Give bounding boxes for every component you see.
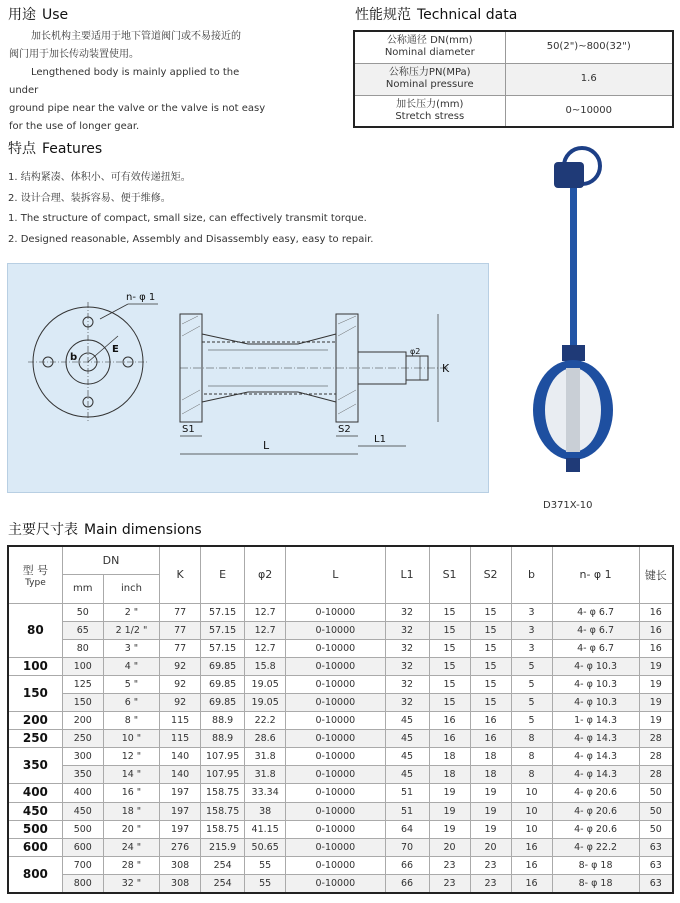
table-row [8, 856, 673, 874]
cell-dn-inch: 14 " [103, 766, 159, 784]
cell-dn-inch: 12 " [103, 748, 159, 766]
cell-b: 8 [511, 766, 552, 784]
features-title-en: Features [42, 141, 103, 157]
feature-item: 2. 设计合理、装拆容易、便于维修。 [8, 192, 171, 204]
cell-key-length: 63 [639, 874, 673, 893]
tech-label [354, 63, 505, 95]
technical-title-cn: 性能规范 [355, 7, 411, 23]
section-view [180, 314, 448, 422]
cell-b: 5 [511, 693, 552, 711]
cell-k: 115 [160, 730, 201, 748]
cell-dn-inch: 16 " [103, 784, 159, 802]
cell-type: 800 [8, 856, 62, 893]
cell-dn-inch: 6 " [103, 693, 159, 711]
cell-phi2: 31.8 [245, 748, 286, 766]
cell-k: 308 [160, 874, 201, 893]
cell-l: 0-10000 [286, 748, 385, 766]
cell-n-phi: 4- φ 22.2 [552, 838, 639, 856]
cell-e: 215.9 [201, 838, 245, 856]
cell-dn-inch: 24 " [103, 838, 159, 856]
cell-phi2: 22.2 [245, 712, 286, 730]
header-type-cn: 型 号 [22, 563, 49, 577]
table-row [8, 693, 673, 711]
cell-b: 3 [511, 621, 552, 639]
cell-k: 115 [160, 712, 201, 730]
table-row [8, 639, 673, 657]
cell-s2: 15 [470, 657, 511, 675]
dimensions-title [8, 519, 202, 539]
cell-l: 0-10000 [286, 856, 385, 874]
cell-s2: 16 [470, 712, 511, 730]
label-b: b [70, 352, 78, 363]
table-row [8, 784, 673, 802]
cell-s2: 15 [470, 675, 511, 693]
header-type-en: Type [25, 577, 46, 588]
cell-l1: 66 [385, 874, 429, 893]
cell-e: 69.85 [201, 675, 245, 693]
cell-key-length: 19 [639, 657, 673, 675]
cell-e: 88.9 [201, 730, 245, 748]
cell-dn-inch: 28 " [103, 856, 159, 874]
header-l1: L1 [385, 546, 429, 603]
cell-b: 8 [511, 730, 552, 748]
cell-l: 0-10000 [286, 603, 385, 621]
cell-k: 92 [160, 675, 201, 693]
technical-title-en: Technical data [417, 7, 518, 23]
cell-b: 8 [511, 748, 552, 766]
cell-b: 5 [511, 675, 552, 693]
cell-s2: 15 [470, 621, 511, 639]
cell-dn-mm: 700 [62, 856, 103, 874]
cell-e: 88.9 [201, 712, 245, 730]
tech-row-stretch [354, 95, 673, 127]
table-row [8, 820, 673, 838]
cell-e: 158.75 [201, 784, 245, 802]
cell-phi2: 50.65 [245, 838, 286, 856]
cell-type: 350 [8, 748, 62, 784]
cell-k: 77 [160, 621, 201, 639]
cell-l: 0-10000 [286, 766, 385, 784]
cell-phi2: 33.34 [245, 784, 286, 802]
header-l: L [286, 546, 385, 603]
cell-dn-inch: 4 " [103, 657, 159, 675]
cell-l1: 32 [385, 693, 429, 711]
cell-phi2: 15.8 [245, 657, 286, 675]
cell-phi2: 55 [245, 856, 286, 874]
cell-l: 0-10000 [286, 639, 385, 657]
cell-type: 250 [8, 730, 62, 748]
cell-e: 57.15 [201, 621, 245, 639]
table-row [8, 657, 673, 675]
cell-dn-inch: 10 " [103, 730, 159, 748]
cell-n-phi: 4- φ 20.6 [552, 784, 639, 802]
cell-l: 0-10000 [286, 820, 385, 838]
table-row [8, 838, 673, 856]
cell-n-phi: 4- φ 14.3 [552, 730, 639, 748]
label-phi2: φ2 [410, 347, 421, 356]
features-list [8, 168, 374, 250]
cell-n-phi: 4- φ 10.3 [552, 675, 639, 693]
cell-l: 0-10000 [286, 675, 385, 693]
cell-k: 197 [160, 802, 201, 820]
tech-value: 1.6 [505, 63, 673, 95]
cell-b: 5 [511, 712, 552, 730]
cell-k: 197 [160, 820, 201, 838]
feature-item: 2. Designed reasonable, Assembly and Disassembly easy, easy to repair. [8, 233, 374, 245]
tech-label [354, 31, 505, 63]
cell-n-phi: 4- φ 14.3 [552, 766, 639, 784]
cell-type: 100 [8, 657, 62, 675]
cell-k: 77 [160, 639, 201, 657]
table-row [8, 712, 673, 730]
cell-b: 16 [511, 874, 552, 893]
cell-dn-mm: 80 [62, 639, 103, 657]
cell-b: 5 [511, 657, 552, 675]
cell-e: 158.75 [201, 820, 245, 838]
cell-l: 0-10000 [286, 621, 385, 639]
cell-e: 254 [201, 856, 245, 874]
cell-s1: 23 [429, 874, 470, 893]
cell-phi2: 12.7 [245, 621, 286, 639]
cell-dn-mm: 800 [62, 874, 103, 893]
use-en-line: Lengthened body is mainly applied to the under [9, 67, 240, 96]
cell-l1: 45 [385, 748, 429, 766]
tech-value: 50(2")~800(32") [505, 31, 673, 63]
feature-item: 1. 结构紧凑、体积小、可有效传递扭矩。 [8, 172, 191, 183]
cell-n-phi: 1- φ 14.3 [552, 712, 639, 730]
cell-b: 10 [511, 784, 552, 802]
cell-l1: 32 [385, 621, 429, 639]
cell-k: 92 [160, 693, 201, 711]
cell-dn-mm: 50 [62, 603, 103, 621]
use-en-line: ground pipe near the valve or the valve is not easy [9, 103, 266, 114]
product-caption: D371X-10 [543, 500, 593, 511]
cell-b: 3 [511, 603, 552, 621]
cell-b: 3 [511, 639, 552, 657]
cell-e: 107.95 [201, 766, 245, 784]
cell-l: 0-10000 [286, 730, 385, 748]
cell-b: 16 [511, 856, 552, 874]
table-row [8, 874, 673, 893]
cell-phi2: 55 [245, 874, 286, 893]
cell-k: 140 [160, 748, 201, 766]
cell-l1: 32 [385, 603, 429, 621]
cell-l1: 64 [385, 820, 429, 838]
tech-row-pressure [354, 63, 673, 95]
cell-key-length: 19 [639, 693, 673, 711]
cell-k: 92 [160, 657, 201, 675]
cell-dn-inch: 3 " [103, 639, 159, 657]
cell-dn-mm: 450 [62, 802, 103, 820]
cell-s2: 18 [470, 748, 511, 766]
cell-phi2: 12.7 [245, 639, 286, 657]
cell-key-length: 50 [639, 802, 673, 820]
tech-label-en: Stretch stress [395, 110, 465, 122]
features-title [8, 138, 102, 158]
cell-l1: 32 [385, 675, 429, 693]
header-s1: S1 [429, 546, 470, 603]
cell-dn-inch: 2 1/2 " [103, 621, 159, 639]
cell-e: 69.85 [201, 657, 245, 675]
cell-s1: 19 [429, 820, 470, 838]
header-e: E [201, 546, 245, 603]
label-l: L [263, 439, 270, 452]
cell-key-length: 50 [639, 820, 673, 838]
cell-dn-inch: 8 " [103, 712, 159, 730]
cell-key-length: 63 [639, 838, 673, 856]
cell-l1: 70 [385, 838, 429, 856]
use-cn-line: 加长机构主要适用于地下管道阀门或不易接近的 [31, 31, 241, 42]
cell-s2: 23 [470, 856, 511, 874]
flange-front-view [28, 302, 158, 422]
cell-l: 0-10000 [286, 693, 385, 711]
cell-dn-inch: 2 " [103, 603, 159, 621]
use-title-en: Use [42, 7, 69, 23]
cell-key-length: 19 [639, 675, 673, 693]
cell-phi2: 19.05 [245, 693, 286, 711]
dimensions-title-cn: 主要尺寸表 [8, 522, 78, 538]
cell-s1: 20 [429, 838, 470, 856]
cell-n-phi: 4- φ 14.3 [552, 748, 639, 766]
cell-s2: 15 [470, 639, 511, 657]
cell-dn-mm: 600 [62, 838, 103, 856]
technical-table [353, 30, 674, 128]
cell-s2: 19 [470, 820, 511, 838]
header-phi2: φ2 [245, 546, 286, 603]
cell-type: 200 [8, 712, 62, 730]
cell-s2: 19 [470, 784, 511, 802]
table-row [8, 675, 673, 693]
tech-label-en: Nominal pressure [385, 79, 474, 90]
cell-s1: 15 [429, 657, 470, 675]
cell-s2: 20 [470, 838, 511, 856]
tech-value: 0~10000 [505, 95, 673, 127]
cell-s2: 16 [470, 730, 511, 748]
cell-s1: 18 [429, 766, 470, 784]
cell-s1: 15 [429, 639, 470, 657]
tech-label-cn: 公称通径 DN(mm) [386, 35, 473, 47]
cell-key-length: 16 [639, 639, 673, 657]
tech-label-cn: 加长压力(mm) [396, 98, 464, 110]
table-row [8, 621, 673, 639]
tech-label-cn: 公称压力PN(MPa) [388, 67, 471, 78]
cell-phi2: 41.15 [245, 820, 286, 838]
cell-dn-inch: 20 " [103, 820, 159, 838]
header-mm: mm [62, 574, 103, 603]
use-description [9, 28, 271, 136]
cell-dn-mm: 300 [62, 748, 103, 766]
label-e: E [112, 344, 119, 355]
cell-s1: 23 [429, 856, 470, 874]
use-cn-line: 阀门用于加长传动装置使用。 [9, 49, 139, 60]
cell-n-phi: 4- φ 10.3 [552, 657, 639, 675]
table-row [8, 748, 673, 766]
header-n-phi: n- φ 1 [552, 546, 639, 603]
cell-k: 276 [160, 838, 201, 856]
table-row [8, 730, 673, 748]
label-s1: S1 [182, 424, 195, 435]
cell-dn-inch: 18 " [103, 802, 159, 820]
use-title [8, 4, 68, 24]
header-dn: DN [62, 546, 159, 574]
cell-type: 80 [8, 603, 62, 657]
cell-key-length: 19 [639, 712, 673, 730]
label-l1: L1 [374, 434, 386, 445]
cell-n-phi: 4- φ 20.6 [552, 802, 639, 820]
cell-l: 0-10000 [286, 784, 385, 802]
header-b: b [511, 546, 552, 603]
cell-n-phi: 4- φ 6.7 [552, 603, 639, 621]
drawing-svg [8, 264, 490, 494]
header-s2: S2 [470, 546, 511, 603]
cell-l: 0-10000 [286, 712, 385, 730]
cell-dn-mm: 500 [62, 820, 103, 838]
cell-key-length: 50 [639, 784, 673, 802]
table-row [8, 603, 673, 621]
cell-dn-mm: 125 [62, 675, 103, 693]
cell-n-phi: 4- φ 6.7 [552, 621, 639, 639]
cell-phi2: 12.7 [245, 603, 286, 621]
cell-s2: 18 [470, 766, 511, 784]
cell-type: 450 [8, 802, 62, 820]
label-s2: S2 [338, 424, 351, 435]
cell-s1: 19 [429, 784, 470, 802]
cell-phi2: 31.8 [245, 766, 286, 784]
cell-n-phi: 4- φ 10.3 [552, 693, 639, 711]
technical-title [355, 4, 517, 24]
dimensions-table [7, 545, 674, 894]
cell-l1: 45 [385, 730, 429, 748]
cell-l1: 66 [385, 856, 429, 874]
header-type [8, 546, 62, 603]
cell-key-length: 28 [639, 730, 673, 748]
cell-key-length: 16 [639, 621, 673, 639]
cell-phi2: 28.6 [245, 730, 286, 748]
cell-s1: 16 [429, 730, 470, 748]
cell-e: 57.15 [201, 639, 245, 657]
cell-l: 0-10000 [286, 874, 385, 893]
cell-e: 254 [201, 874, 245, 893]
cell-n-phi: 4- φ 20.6 [552, 820, 639, 838]
cell-l1: 45 [385, 766, 429, 784]
cell-s2: 23 [470, 874, 511, 893]
cell-e: 158.75 [201, 802, 245, 820]
cell-s1: 15 [429, 675, 470, 693]
tech-row-diameter [354, 31, 673, 63]
cell-b: 16 [511, 838, 552, 856]
cell-dn-mm: 400 [62, 784, 103, 802]
cell-l: 0-10000 [286, 838, 385, 856]
cell-dn-mm: 65 [62, 621, 103, 639]
tech-label-en: Nominal diameter [384, 47, 475, 59]
cell-key-length: 28 [639, 766, 673, 784]
cell-l1: 32 [385, 657, 429, 675]
technical-drawing [7, 263, 489, 493]
cell-key-length: 63 [639, 856, 673, 874]
cell-dn-inch: 32 " [103, 874, 159, 893]
feature-item: 1. The structure of compact, small size, can effectively transmit torque. [8, 213, 367, 224]
section-hatching [182, 316, 356, 414]
label-n-phi: n- φ 1 [126, 292, 156, 303]
use-title-cn: 用途 [8, 7, 36, 23]
cell-s1: 18 [429, 748, 470, 766]
cell-phi2: 38 [245, 802, 286, 820]
cell-b: 10 [511, 802, 552, 820]
table-row [8, 766, 673, 784]
cell-l: 0-10000 [286, 657, 385, 675]
cell-phi2: 19.05 [245, 675, 286, 693]
cell-type: 600 [8, 838, 62, 856]
cell-type: 400 [8, 784, 62, 802]
cell-n-phi: 8- φ 18 [552, 874, 639, 893]
cell-dn-mm: 100 [62, 657, 103, 675]
cell-b: 10 [511, 820, 552, 838]
cell-s2: 15 [470, 693, 511, 711]
cell-s2: 19 [470, 802, 511, 820]
cell-l: 0-10000 [286, 802, 385, 820]
table-row [8, 802, 673, 820]
cell-type: 150 [8, 675, 62, 711]
features-title-cn: 特点 [8, 141, 36, 157]
cell-dn-inch: 5 " [103, 675, 159, 693]
cell-k: 77 [160, 603, 201, 621]
cell-k: 140 [160, 766, 201, 784]
cell-s1: 19 [429, 802, 470, 820]
cell-key-length: 28 [639, 748, 673, 766]
dimensions-title-en: Main dimensions [84, 522, 202, 538]
cell-s2: 15 [470, 603, 511, 621]
cell-l1: 45 [385, 712, 429, 730]
header-key-length: 键长 [639, 546, 673, 603]
cell-dn-mm: 250 [62, 730, 103, 748]
cell-e: 107.95 [201, 748, 245, 766]
product-image [522, 140, 622, 485]
tech-label [354, 95, 505, 127]
dimensions-body [8, 603, 673, 893]
cell-k: 197 [160, 784, 201, 802]
cell-type: 500 [8, 820, 62, 838]
header-k: K [160, 546, 201, 603]
cell-s1: 15 [429, 621, 470, 639]
cell-l1: 51 [385, 784, 429, 802]
cell-s1: 15 [429, 693, 470, 711]
cell-n-phi: 8- φ 18 [552, 856, 639, 874]
cell-l1: 32 [385, 639, 429, 657]
cell-s1: 15 [429, 603, 470, 621]
cell-k: 308 [160, 856, 201, 874]
cell-e: 57.15 [201, 603, 245, 621]
cell-dn-mm: 150 [62, 693, 103, 711]
cell-s1: 16 [429, 712, 470, 730]
cell-dn-mm: 350 [62, 766, 103, 784]
cell-key-length: 16 [639, 603, 673, 621]
cell-l1: 51 [385, 802, 429, 820]
cell-dn-mm: 200 [62, 712, 103, 730]
cell-e: 69.85 [201, 693, 245, 711]
use-en-line: for the use of longer gear. [9, 121, 140, 132]
cell-n-phi: 4- φ 6.7 [552, 639, 639, 657]
label-k: K [442, 362, 450, 375]
header-inch: inch [103, 574, 159, 603]
